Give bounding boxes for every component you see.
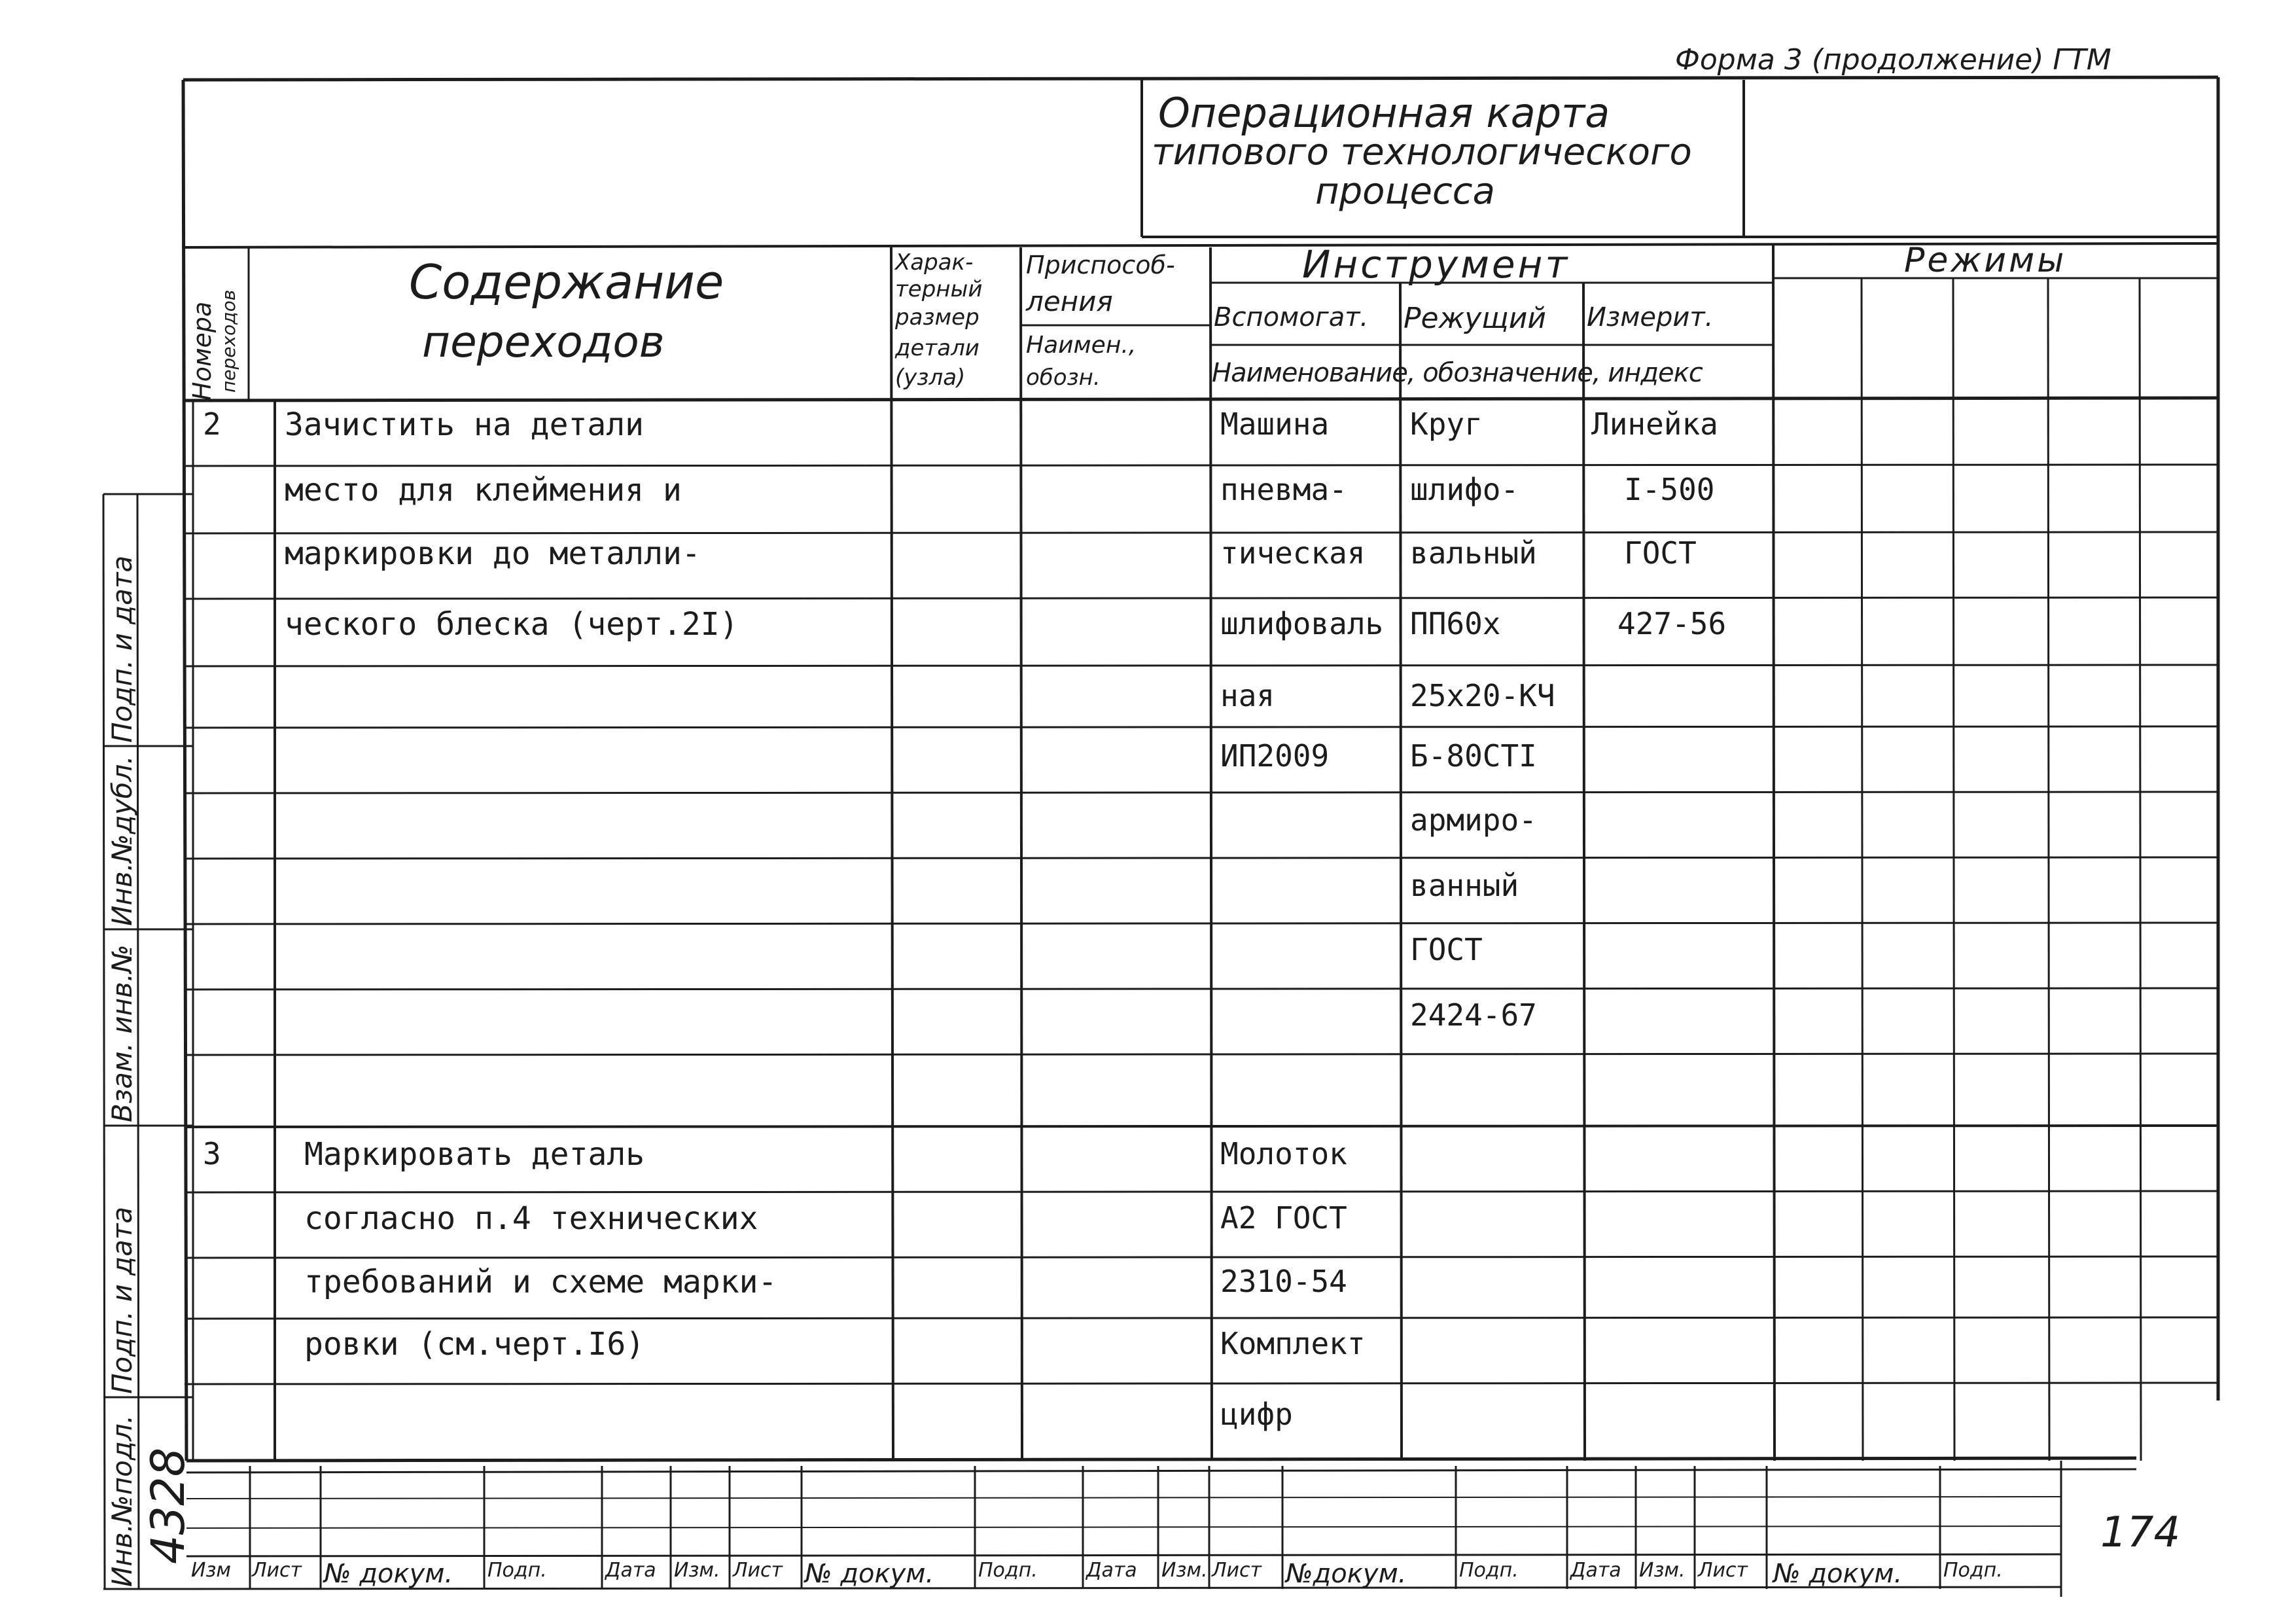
cell-content: Зачистить на детали <box>285 406 645 443</box>
footer-label: № докум. <box>324 1559 453 1589</box>
footer-label: Лист <box>1212 1559 1262 1582</box>
footer-label: Изм. <box>1161 1559 1208 1582</box>
cell-aux: тическая <box>1220 535 1366 571</box>
footer-label: № докум. <box>1773 1559 1903 1589</box>
footer-label: № докум. <box>805 1559 934 1589</box>
footer-label: Лист <box>733 1559 783 1582</box>
card-title-line-3: процесса <box>1315 170 1495 213</box>
cell-content: ровки (см.черт.I6) <box>304 1326 645 1363</box>
header-step-no-line-2: переходов <box>218 289 239 393</box>
header-instrument: Инструмент <box>1302 242 1570 287</box>
footer-label: Изм. <box>1639 1559 1686 1582</box>
header-fixture-sub-line-1: Наимен., <box>1026 332 1137 359</box>
cell-cutting: 25х20-КЧ <box>1410 678 1555 713</box>
cell-aux: ная <box>1220 678 1275 713</box>
cell-cutting: Б-80СТI <box>1410 738 1537 774</box>
header-size-line-1: Харак- <box>895 249 974 276</box>
header-size-line-2: терный <box>895 276 983 302</box>
cell-cutting: Круг <box>1410 406 1483 442</box>
header-content-line-1: Содержание <box>409 255 724 310</box>
cell-no: 3 <box>203 1136 221 1171</box>
cell-content: маркировки до металли- <box>285 535 701 572</box>
side-label-replace-inv: Взам. инв.№ <box>106 944 138 1122</box>
cell-cutting: шлифо- <box>1410 472 1519 507</box>
header-content-line-2: переходов <box>422 317 665 367</box>
cell-measuring: 427-56 <box>1617 606 1727 641</box>
header-size-line-3: размер <box>895 304 980 330</box>
card-title-line-1: Операционная карта <box>1158 89 1610 137</box>
header-aux: Вспомогат. <box>1214 302 1369 332</box>
cell-cutting: ванный <box>1410 868 1519 903</box>
header-measuring: Измерит. <box>1587 302 1714 332</box>
cell-content: место для клеймения и <box>285 472 682 508</box>
header-step-no-line-1: Номера <box>188 301 217 401</box>
cell-content: согласно п.4 технических <box>304 1200 758 1237</box>
footer-label: Подп. <box>1459 1559 1519 1582</box>
cell-measuring: ГОСТ <box>1624 535 1697 571</box>
footer-label: Изм. <box>674 1559 720 1582</box>
footer-label: Изм <box>191 1559 232 1582</box>
header-size-line-5: (узла) <box>895 365 966 391</box>
header-fixture-line-2: ления <box>1026 285 1113 317</box>
cell-no: 2 <box>203 406 221 442</box>
footer-label: Подп. <box>1943 1559 2003 1582</box>
side-label-sign-date-2: Подп. и дата <box>106 1206 138 1394</box>
cell-cutting: вальный <box>1410 535 1537 571</box>
cell-aux: ИП2009 <box>1220 738 1330 774</box>
footer-label: Подп. <box>487 1559 547 1582</box>
page-number: 174 <box>2100 1508 2181 1557</box>
footer-label: Дата <box>605 1559 656 1582</box>
side-label-sign-date-1: Подп. и дата <box>106 555 138 743</box>
side-label-orig-inv: Инв.№подл. <box>106 1414 138 1587</box>
cell-aux: Молоток <box>1220 1136 1347 1171</box>
cell-content: требований и схеме марки- <box>304 1264 777 1300</box>
cell-cutting: ГОСТ <box>1410 932 1483 967</box>
cell-aux: шлифоваль <box>1220 606 1384 641</box>
inventory-number: 4328 <box>141 1447 195 1564</box>
cell-measuring: Линейка <box>1591 406 1718 442</box>
cell-measuring: I-500 <box>1624 472 1715 507</box>
cell-aux: Комплект <box>1220 1326 1366 1361</box>
footer-label: Лист <box>252 1559 302 1582</box>
footer-label: Дата <box>1570 1559 1621 1582</box>
header-fixture-line-1: Приспособ- <box>1026 251 1175 279</box>
cell-aux: А2 ГОСТ <box>1220 1200 1347 1236</box>
footer-label: Подп. <box>978 1559 1038 1582</box>
cell-aux: цифр <box>1220 1397 1293 1432</box>
side-label-dup-inv: Инв.№дубл. <box>106 755 138 926</box>
footer-label: Дата <box>1086 1559 1137 1582</box>
cell-content: ческого блеска (черт.2I) <box>285 606 739 643</box>
cell-aux: пневма- <box>1220 472 1347 507</box>
cell-aux: Машина <box>1220 406 1330 442</box>
header-modes: Режимы <box>1904 241 2067 280</box>
header-fixture-sub-line-2: обозн. <box>1026 365 1101 391</box>
cell-cutting: ПП60х <box>1410 606 1501 641</box>
header-cutting: Режущий <box>1404 302 1546 335</box>
form-label: Форма 3 (продолжение) ГТМ <box>1675 43 2111 77</box>
header-instrument-sub: Наименование, обозначение, индекс <box>1212 358 1703 388</box>
footer-label: №докум. <box>1286 1559 1407 1589</box>
header-size-line-4: детали <box>895 335 980 361</box>
cell-cutting: армиро- <box>1410 802 1537 838</box>
cell-cutting: 2424-67 <box>1410 997 1537 1033</box>
cell-aux: 2310-54 <box>1220 1264 1347 1299</box>
cell-content: Маркировать деталь <box>304 1136 645 1173</box>
footer-label: Лист <box>1698 1559 1748 1582</box>
card-title-line-2: типового технологического <box>1152 131 1692 173</box>
